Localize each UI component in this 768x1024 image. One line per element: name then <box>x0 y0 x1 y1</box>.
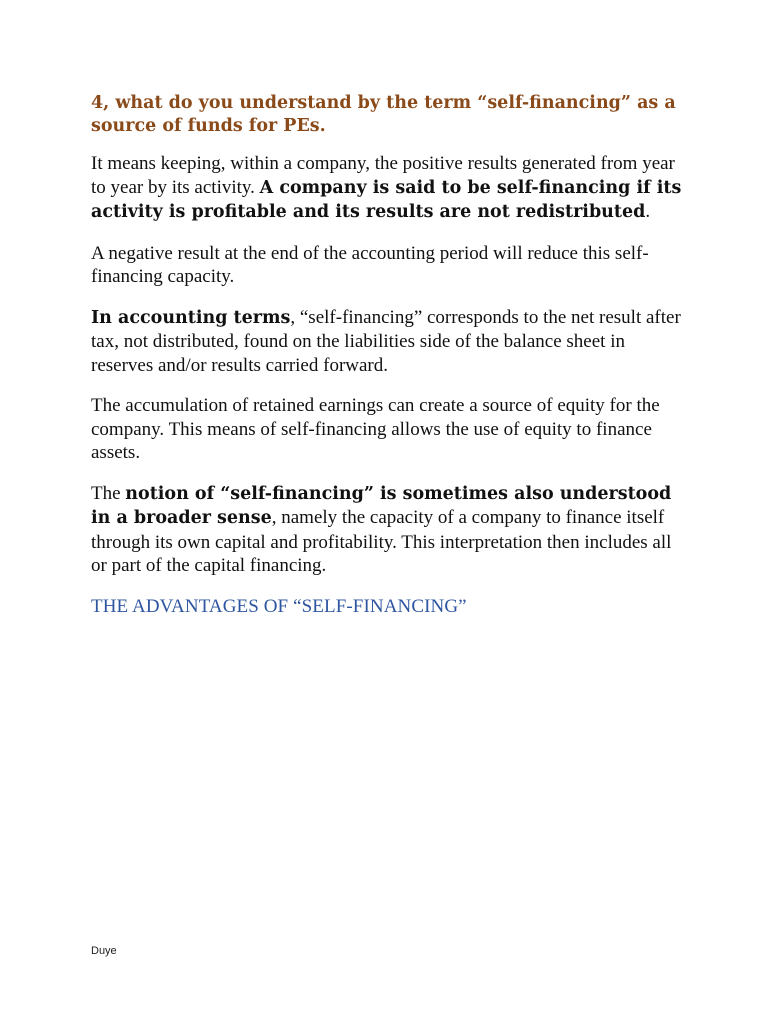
page-footer: Duye <box>91 945 117 957</box>
paragraph-definition <box>91 152 691 225</box>
paragraph-accounting-text: , “self-financing” corresponds to the net result after tax, not distributed, found on the liabilities side of the balance sheet in reserves and/or results carried forward. <box>91 306 681 376</box>
paragraph-retained-earnings: The accumulation of retained earnings can create a source of equity for the company. This means of self-financing allows the use of equity to finance assets. <box>91 395 660 463</box>
paragraph-broader-sense <box>91 482 691 578</box>
advantages-subheading: THE ADVANTAGES OF “SELF-FINANCING” <box>91 595 467 617</box>
paragraph-definition-end: . <box>645 201 651 222</box>
paragraph-definition-bold: A company is said to be self-financing if its activity is profitable and its results are not redistributed <box>91 177 682 222</box>
question-heading: 4, what do you understand by the term “self-financing” as a source of funds for PEs. <box>91 93 676 136</box>
paragraph-negative-result: A negative result at the end of the accounting period will reduce this self-financing capacity. <box>91 242 649 287</box>
paragraph-broader-sense-start: The <box>91 482 126 504</box>
paragraph-broader-sense-bold: notion of “self-financing” is sometimes also understood in a broader sense <box>91 483 672 528</box>
paragraph-accounting <box>91 306 691 378</box>
paragraph-definition-text: It means keeping, within a company, the positive results generated from year to year by its activity. <box>91 153 675 198</box>
paragraph-broader-sense-text: , namely the capacity of a company to finance itself through its own capital and profitability. This interpretation then includes all or part of the capital financing. <box>91 507 672 576</box>
document-body <box>91 92 691 618</box>
paragraph-accounting-bold: In accounting terms <box>91 307 291 328</box>
